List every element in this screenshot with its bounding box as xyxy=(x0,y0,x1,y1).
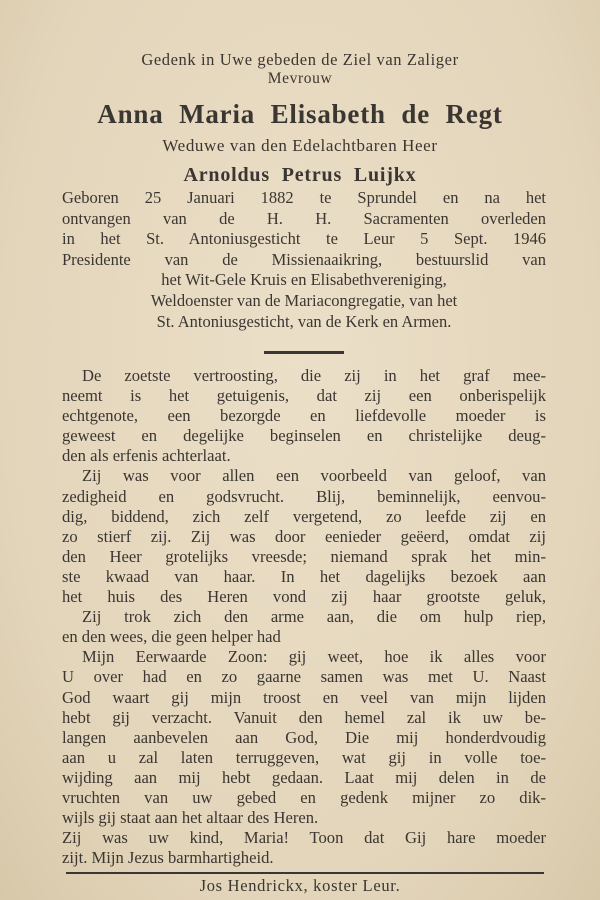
eulogy-line: geweest en degelijke beginselen en christelijke deug- xyxy=(62,426,546,446)
deceased-name: Anna Maria Elisabeth de Regt xyxy=(97,99,503,129)
biography-line: Geboren 25 Januari 1882 te Sprundel en na het xyxy=(62,188,546,207)
eulogy-line: God waart gij mijn troost en veel van mijn lijden xyxy=(62,687,546,707)
eulogy-line: neemt is het getuigenis, dat zij een onberispelijk xyxy=(62,386,546,406)
eulogy-line: zijt. Mijn Jezus barmhartigheid. xyxy=(62,848,274,868)
footer-divider xyxy=(66,872,544,874)
eulogy-line: Zij trok zich den arme aan, die om hulp riep, xyxy=(82,607,546,627)
eulogy-line: langen aanbevelen aan God, Die mij honderdvoudig xyxy=(62,727,546,747)
eulogy-line: zedigheid en godsvrucht. Blij, beminnelijk, eenvou- xyxy=(62,486,546,506)
honorific: Mevrouw xyxy=(267,70,333,87)
eulogy-line: ste kwaad van haar. In het dagelijks bezoek aan xyxy=(62,566,546,586)
biography-line: in het St. Antoniusgesticht te Leur 5 Sept. 1946 xyxy=(62,229,546,249)
divider xyxy=(264,351,344,354)
husband-name: Arnoldus Petrus Luijkx xyxy=(183,164,417,186)
eulogy-line: en den wees, die geen helper had xyxy=(62,627,281,647)
eulogy-line: wijls gij staat aan het altaar des Heren. xyxy=(62,808,319,828)
eulogy-line: vruchten van uw gebed en gedenk mijner zo dik- xyxy=(62,787,546,807)
biography-block xyxy=(62,188,546,332)
biography-line: Weldoenster van de Mariacongregatie, van het xyxy=(150,290,458,310)
eulogy-line: Zij was uw kind, Maria! Toon dat Gij hare moeder xyxy=(62,828,546,848)
eulogy-line: den als erfenis achterlaat. xyxy=(62,446,231,466)
eulogy-line: den Heer grotelijks vreesde; niemand sprak het min- xyxy=(62,546,546,566)
biography-line: St. Antoniusgesticht, van de Kerk en Armen. xyxy=(156,311,452,331)
eulogy-line: U over had en zo gaarne samen was met U. Naast xyxy=(62,667,546,687)
biography-line: het Wit-Gele Kruis en Elisabethvereniging, xyxy=(161,270,447,290)
eulogy-line: Mijn Eerwaarde Zoon: gij weet, hoe ik alles voor xyxy=(82,647,546,667)
widow-of-line: Weduwe van den Edelachtbaren Heer xyxy=(162,136,438,155)
eulogy-line: wijding aan mij hebt gedaan. Laat mij delen in de xyxy=(62,767,546,787)
intro-line: Gedenk in Uwe gebeden de Ziel van Zaliger xyxy=(141,50,459,69)
eulogy-line: De zoetste vertroosting, die zij in het graf mee- xyxy=(82,366,546,385)
biography-line: ontvangen van de H. H. Sacramenten overleden xyxy=(62,208,546,228)
printer-credit: Jos Hendrickx, koster Leur. xyxy=(199,876,401,895)
eulogy-line: hebt gij verzacht. Vanuit den hemel zal ik uw be- xyxy=(62,707,546,727)
eulogy-line: dig, biddend, zich zelf vergetend, zo leefde zij en xyxy=(62,506,546,526)
eulogy-line: het huis des Heren vond zij haar grootste geluk, xyxy=(62,587,546,607)
eulogy-line: Zij was voor allen een voorbeeld van geloof, van xyxy=(82,466,546,486)
eulogy-line: echtgenote, een bezorgde en liefdevolle moeder is xyxy=(62,406,546,426)
eulogy-line: zo stierf zij. Zij was door eenieder geëerd, omdat zij xyxy=(62,526,546,546)
eulogy-line: aan u zal laten terruggeven, wat gij in volle toe- xyxy=(62,747,546,767)
eulogy-text xyxy=(62,366,546,868)
biography-line: Presidente van de Missienaaikring, bestuurslid van xyxy=(62,249,546,269)
